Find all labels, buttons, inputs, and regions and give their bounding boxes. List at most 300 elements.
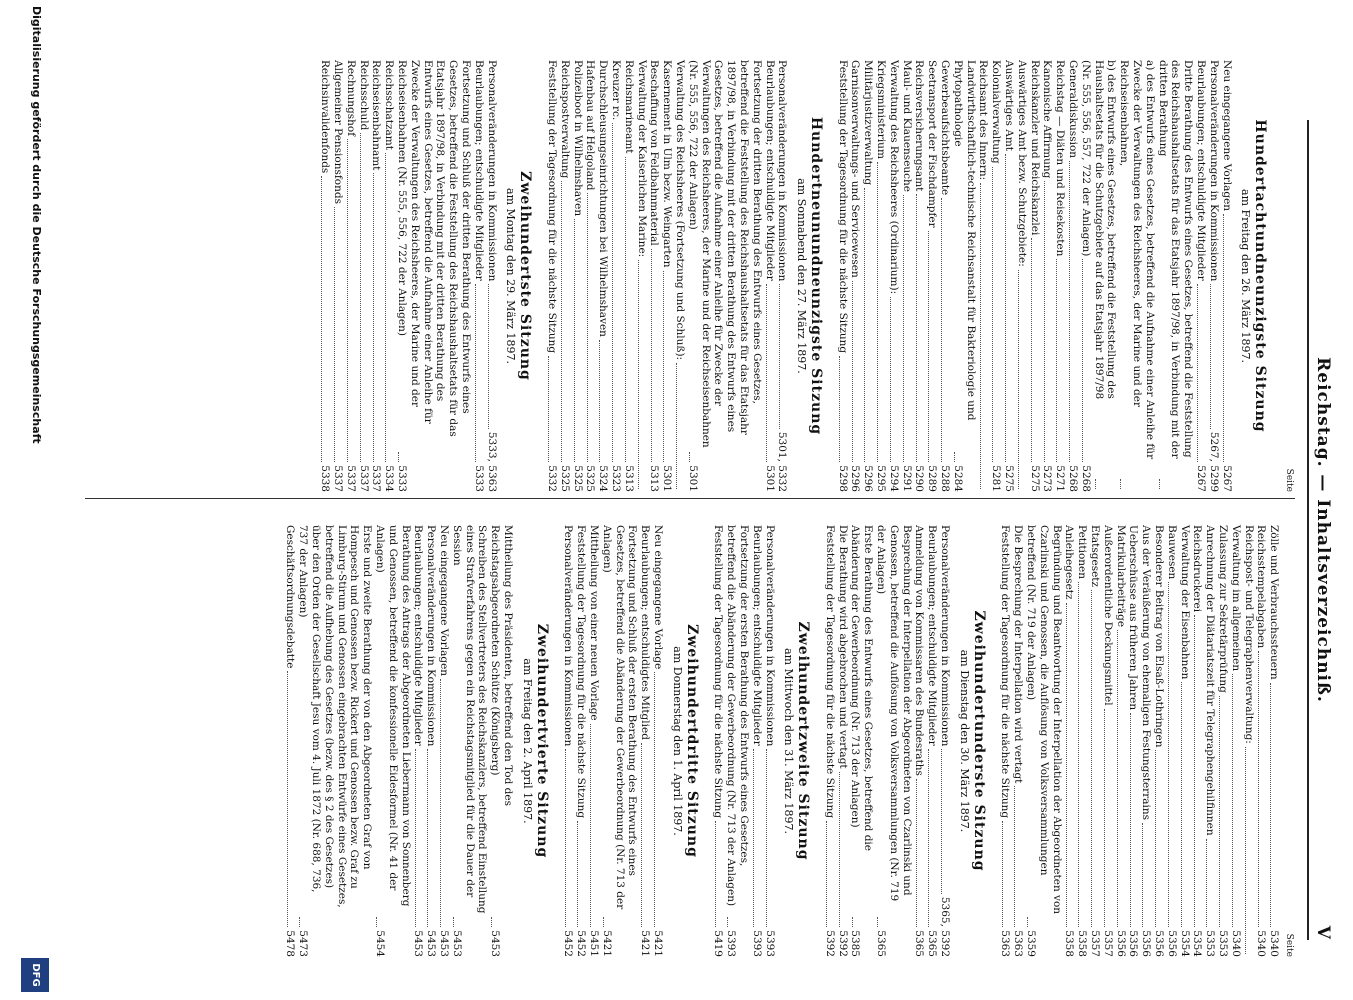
section-gap bbox=[813, 525, 823, 957]
toc-entry bbox=[1011, 525, 1024, 957]
leader-dots bbox=[980, 183, 981, 489]
header-page-numeral: V bbox=[1313, 925, 1333, 940]
toc-entry bbox=[836, 60, 849, 492]
entry-page: 5301 bbox=[661, 465, 674, 492]
funding-note: Digitalisierung gefördert durch die Deutsche Forschungsgemeinschaft bbox=[30, 6, 43, 444]
entry-page: 5340 bbox=[1255, 930, 1268, 957]
entry-page: 5421 bbox=[639, 930, 652, 957]
section-gap bbox=[826, 60, 836, 492]
leader-dots bbox=[577, 821, 578, 927]
toc-entry bbox=[750, 525, 763, 957]
leader-dots bbox=[727, 917, 728, 927]
entry-text: Feststellung der Tagesordnung für die nächste Sitzung bbox=[836, 60, 849, 354]
toc-entry bbox=[450, 525, 488, 957]
entry-page: 5365 bbox=[913, 930, 926, 957]
entry-text: Beurlaubungen; entschuldigte Mitglieder bbox=[926, 525, 939, 746]
toc-entry bbox=[596, 60, 609, 492]
toc-entry bbox=[574, 525, 587, 957]
entry-page: 5296 bbox=[849, 465, 862, 492]
leader-dots bbox=[1095, 479, 1096, 489]
digitization-footer bbox=[15, 0, 55, 1000]
leader-dots bbox=[590, 724, 591, 928]
leader-dots bbox=[1031, 238, 1032, 462]
leader-dots bbox=[852, 281, 853, 463]
entry-page: 5313 bbox=[648, 465, 661, 492]
entry-page: 5340 bbox=[1268, 930, 1281, 957]
entry-page: 5365 bbox=[926, 930, 939, 957]
toc-entry bbox=[977, 60, 990, 492]
entry-page: 5275 bbox=[1003, 465, 1016, 492]
toc-entry bbox=[1156, 60, 1194, 492]
entry-page: 5290 bbox=[913, 465, 926, 492]
entry-page: 5353 bbox=[1204, 930, 1217, 957]
leader-dots bbox=[1002, 821, 1003, 927]
entry-text: Feststellung der Tagesordnung für die nächste Sitzung bbox=[575, 525, 588, 819]
leader-dots bbox=[415, 749, 416, 927]
toc-entry bbox=[1203, 525, 1216, 957]
entry-text: Fortsetzung und Schluß der ersten Berathung des Entwurfs eines Gesetzes, betreffend die Abänderung der Gewerbeordnung (Nr. 713 der Anlagen) bbox=[600, 525, 639, 910]
entry-page: 5451 bbox=[587, 930, 600, 957]
entry-page: 5358 bbox=[1076, 930, 1089, 957]
toc-entry bbox=[1242, 525, 1255, 957]
leader-dots bbox=[663, 271, 664, 463]
leader-dots bbox=[1194, 615, 1195, 927]
toc-entry bbox=[1002, 60, 1015, 492]
toc-entry bbox=[1152, 525, 1165, 957]
leader-dots bbox=[877, 162, 878, 462]
leader-dots bbox=[1168, 582, 1169, 927]
leader-dots bbox=[1104, 709, 1105, 928]
entry-text: Fortsetzung der dritten Berathung des Entwurfs eines Gesetzes, betreffend die Feststellung des Reichshaushaltsetats für das Etatsjahr 1897/98, in Verbindung mit der dritten Berathung des Entwurfs eines Gesetzes, betreffend die Aufnahme einer Anleihe für Zwecke der Verwaltungen des Reichsheeres, der Marine und der Reichseisenbahnen (Nr. 555, 556, 722 der Anlagen) bbox=[686, 60, 763, 448]
toc-entry bbox=[1229, 525, 1242, 957]
entry-page: 5296 bbox=[862, 465, 875, 492]
toc-entry bbox=[370, 60, 383, 492]
entry-text: Feststellung der Tagesordnung für die nächste Sitzung bbox=[999, 525, 1012, 819]
entry-text: Reichsschuld bbox=[357, 60, 370, 131]
toc-entry bbox=[1216, 525, 1229, 957]
toc-entry bbox=[1267, 525, 1280, 957]
leader-dots bbox=[1027, 917, 1028, 927]
entry-text: Besprechung der Interpellation der Abgeordneten von Czarlinski und Genossen, betreffend die Auflösung von Volksversammlungen (Nr. 719 der Anlagen) bbox=[875, 525, 913, 902]
toc-entry bbox=[874, 525, 912, 957]
entry-text: Beurlaubungen; entschuldigte Mitglieder bbox=[1195, 60, 1208, 281]
entry-text: Berathung des Antrags der Abgeordneten Liebermann von Sonnenberg und Genossen, betreffend die konfessionelle Eidesformel (Nr. 41 der Anlagen) bbox=[374, 525, 412, 907]
entry-text: Etatsgesetz bbox=[1089, 525, 1102, 588]
entry-text: Personalveränderungen in Kommissionen bbox=[939, 525, 952, 747]
entry-text: Beurlaubungen; entschuldigte Mitglieder bbox=[750, 525, 763, 746]
entry-text: Rechnungshof bbox=[344, 60, 357, 137]
entry-text: Gewerbeaufsichtsbeamte bbox=[939, 60, 952, 196]
entry-page: 5392 bbox=[836, 930, 849, 957]
toc-entry bbox=[925, 60, 938, 492]
leader-dots bbox=[1232, 674, 1233, 927]
leader-dots bbox=[1066, 603, 1067, 928]
leader-dots bbox=[941, 198, 942, 462]
seite-label: Seite bbox=[1284, 933, 1294, 957]
entry-page: 5271 bbox=[1054, 465, 1067, 492]
entry-text: b) des Entwurfs eines Gesetzes, betreffend die Feststellung des Haushaltsetats für die Schutzgebiete auf das Etatsjahr 1897/98 bbox=[1092, 60, 1118, 400]
entry-page: 5291 bbox=[900, 465, 913, 492]
leader-dots bbox=[440, 679, 441, 927]
entry-page: 5452 bbox=[575, 930, 588, 957]
entry-text: Erste Berathung des Entwurfs eines Gesetzes, betreffend die Abänderung der Gewerbeordnung (Nr. 713 der Anlagen) bbox=[849, 525, 875, 851]
entry-page: 5325 bbox=[584, 465, 597, 492]
leader-dots bbox=[852, 917, 853, 927]
entry-page: 5301 bbox=[763, 465, 776, 492]
toc-entry bbox=[1079, 60, 1092, 492]
entry-text: Personalveränderungen in Kommissionen bbox=[425, 525, 438, 747]
entry-page: 5333 bbox=[396, 465, 408, 492]
toc-entry bbox=[1053, 60, 1066, 492]
entry-page: 5294 bbox=[887, 465, 900, 492]
leader-dots bbox=[779, 284, 780, 428]
session-date: am Sonnabend den 27. März 1897. bbox=[795, 178, 809, 374]
entry-page: 5354 bbox=[1178, 930, 1191, 957]
toc-entry bbox=[849, 60, 862, 492]
entry-text: Aus der Veräußerung von ehemaligen Festungsterrains bbox=[1140, 525, 1153, 820]
entry-page: 5281 bbox=[990, 465, 1003, 492]
entry-page: 5340 bbox=[1229, 930, 1242, 957]
entry-page: 5478 bbox=[284, 930, 297, 957]
entry-page: 5393 bbox=[750, 930, 763, 957]
entry-text: Geschäftsordnungsdebatte bbox=[284, 525, 297, 669]
section-gap bbox=[535, 60, 545, 492]
entry-text: Die Berathung wird abgebrochen und vertagt bbox=[836, 525, 849, 769]
entry-text: (Nr. 555, 556, 557, 722 der Anlagen) bbox=[1079, 60, 1092, 257]
leader-dots bbox=[1159, 479, 1160, 489]
toc-entry bbox=[622, 60, 635, 492]
entry-text: Kanonische Affirmung bbox=[1041, 60, 1054, 179]
entry-page: 5337 bbox=[332, 465, 345, 492]
toc-entry bbox=[849, 525, 875, 957]
entry-page: 5454 bbox=[374, 930, 386, 957]
entry-page: 5268 bbox=[1079, 465, 1092, 492]
entry-page: 5288 bbox=[939, 465, 952, 492]
entry-page: 5295 bbox=[875, 465, 888, 492]
section-gap bbox=[989, 525, 999, 957]
leader-dots bbox=[1219, 696, 1220, 927]
entry-text: Personalveränderungen in Kommissionen bbox=[776, 60, 789, 282]
toc-entry bbox=[488, 525, 514, 957]
leader-dots bbox=[1206, 839, 1207, 928]
seite-label: Seite bbox=[1284, 468, 1294, 492]
toc-entry bbox=[318, 60, 331, 492]
entry-text: Reichseisenbahnamt bbox=[370, 60, 383, 171]
entry-text: Reichsamt des Innern: bbox=[977, 60, 990, 181]
entry-page: 5267, 5299 bbox=[1207, 431, 1220, 492]
entry-page: 5289 bbox=[926, 465, 939, 492]
leader-dots bbox=[1014, 786, 1015, 927]
entry-page: 5337 bbox=[370, 465, 383, 492]
entry-text: Polizeiboot in Wilhelmshaven bbox=[571, 60, 584, 217]
entry-page: 5421 bbox=[600, 930, 613, 957]
entry-text: Verwaltung der Kaiserlichen Marine: bbox=[635, 60, 648, 258]
entry-text: Bauwesen bbox=[1165, 525, 1178, 580]
leader-dots bbox=[903, 195, 904, 462]
entry-page: 5334 bbox=[383, 465, 396, 492]
leader-dots bbox=[1210, 284, 1211, 428]
leader-dots bbox=[1245, 747, 1246, 954]
toc-entry bbox=[660, 60, 673, 492]
entry-page: 5473 bbox=[297, 930, 310, 957]
toc-entry bbox=[874, 60, 887, 492]
leader-dots bbox=[865, 188, 866, 462]
entry-page: 5392 bbox=[823, 930, 836, 957]
entry-text: Ueberschüsse aus früheren Jahren bbox=[1127, 525, 1140, 711]
leader-dots bbox=[427, 749, 428, 927]
toc-entry bbox=[382, 60, 395, 492]
entry-text: Dritte Berathung des Entwurfs eines Gesetzes, betreffend die Feststellung des Reichshaushaltsetats für das Etatsjahr 1897/98, in Verbindung mit der dritten Berathung bbox=[1156, 60, 1195, 459]
entry-page: 5333, 5363 bbox=[485, 431, 498, 492]
entry-page: 5337 bbox=[357, 465, 370, 492]
toc-entry bbox=[1041, 60, 1054, 492]
leader-dots bbox=[475, 284, 476, 462]
toc-entry bbox=[913, 525, 926, 957]
session-title: Hundertachtundneunzigste Sitzung bbox=[1252, 119, 1269, 433]
entry-text: Beurlaubungen; entschuldigte Mitglieder bbox=[412, 525, 425, 746]
entry-text: Kriegsministerium bbox=[875, 60, 888, 159]
entry-page: 5421 bbox=[651, 930, 664, 957]
toc-entry bbox=[1024, 525, 1062, 957]
entry-page: 5313 bbox=[622, 465, 635, 492]
leader-dots bbox=[753, 749, 754, 927]
leader-dots bbox=[839, 356, 840, 462]
leader-dots bbox=[347, 139, 348, 462]
entry-text: Beurlaubungen; entschuldigtes Mitglied bbox=[639, 525, 652, 740]
entry-page: 5325 bbox=[571, 465, 584, 492]
entry-text: Beurlaubungen; entschuldigte Mitglieder bbox=[472, 60, 485, 281]
entry-text: Hafenbau auf Helgoland bbox=[584, 60, 597, 191]
entry-text: Anmeldung von Kommissaren des Bundesraths bbox=[913, 525, 926, 776]
entry-text: Maul- und Klauenseuche bbox=[900, 60, 913, 193]
dfg-logo: DFG bbox=[21, 958, 49, 992]
leader-dots bbox=[638, 260, 639, 489]
entry-page: 5356 bbox=[1165, 930, 1178, 957]
entry-text: Petitionen bbox=[1076, 525, 1089, 580]
toc-entry bbox=[1088, 525, 1101, 957]
entry-page: 5301 bbox=[686, 465, 699, 492]
toc-entry bbox=[296, 525, 373, 957]
entry-text: Militärjustizverwaltung bbox=[862, 60, 875, 186]
leader-dots bbox=[398, 452, 399, 462]
section-gap bbox=[702, 525, 712, 957]
entry-page: 5333 bbox=[472, 465, 485, 492]
entry-page: 5356 bbox=[1153, 930, 1166, 957]
toc-entry bbox=[571, 60, 584, 492]
leader-dots bbox=[612, 123, 613, 462]
entry-page: 5363 bbox=[1012, 930, 1025, 957]
toc-entry bbox=[373, 525, 411, 957]
document-page bbox=[63, 0, 1353, 1000]
leader-dots bbox=[676, 363, 677, 489]
toc-entry bbox=[558, 60, 571, 492]
toc-entry bbox=[1015, 60, 1028, 492]
leader-dots bbox=[916, 779, 917, 927]
entry-text: Landwirthschaftlich-technische Reichsanstalt für Bakteriologie und Phytopathologie bbox=[951, 60, 977, 421]
entry-text: Allgemeiner Pensionsfonds bbox=[332, 60, 345, 204]
entry-text: Reichsinvalidenfonds bbox=[319, 60, 332, 174]
leader-dots bbox=[360, 133, 361, 462]
entry-page: 5298 bbox=[836, 465, 849, 492]
entry-text: Zölle und Verbrauchssteuern bbox=[1268, 525, 1281, 680]
toc-entry bbox=[1092, 60, 1118, 492]
leader-dots bbox=[954, 452, 955, 462]
entry-page: 5353 bbox=[1217, 930, 1230, 957]
entry-page: 5358 bbox=[1063, 930, 1076, 957]
leader-dots bbox=[587, 193, 588, 462]
entry-text: Außerordentliche Deckungsmittel bbox=[1101, 525, 1114, 706]
leader-dots bbox=[1005, 154, 1006, 462]
toc-entry bbox=[686, 60, 763, 492]
toc-entry bbox=[673, 60, 686, 492]
leader-dots bbox=[1223, 214, 1224, 462]
leader-dots bbox=[992, 167, 993, 463]
entry-text: Neu eingegangene Vorlage bbox=[651, 525, 664, 670]
entry-page: 5323 bbox=[609, 465, 622, 492]
session-date: am Freitag den 2. April 1897. bbox=[520, 658, 534, 824]
toc-entry bbox=[331, 60, 344, 492]
entry-page: 5325 bbox=[558, 465, 571, 492]
entry-text: Reichsschatzamt bbox=[383, 60, 396, 150]
toc-entry bbox=[1101, 525, 1114, 957]
toc-entry bbox=[1117, 60, 1155, 492]
leader-dots bbox=[1044, 181, 1045, 462]
entry-text: Feststellung der Tagesordnung für die nächste Sitzung bbox=[823, 525, 836, 819]
leader-dots bbox=[1120, 479, 1121, 489]
toc-entry bbox=[1066, 60, 1079, 492]
leader-dots bbox=[1181, 682, 1182, 927]
entry-page: 5275 bbox=[1028, 465, 1041, 492]
toc-entry bbox=[913, 60, 926, 492]
entry-text: Feststellung der Tagesordnung für die nächste Sitzung bbox=[712, 525, 725, 819]
leader-dots bbox=[334, 207, 335, 462]
leader-dots bbox=[928, 231, 929, 463]
entry-text: Reichspost- und Telegraphenverwaltung: bbox=[1242, 525, 1255, 744]
toc-entry bbox=[635, 60, 648, 492]
toc-entry bbox=[284, 525, 297, 957]
toc-entry bbox=[712, 525, 725, 957]
leader-dots bbox=[1270, 683, 1271, 928]
column-divider bbox=[85, 498, 1295, 499]
leader-dots bbox=[561, 181, 562, 462]
entry-page: 5332 bbox=[545, 465, 558, 492]
toc-entry bbox=[836, 525, 849, 957]
entry-text: Reichsstempelabgaben bbox=[1255, 525, 1268, 649]
header-title: Reichstag. — Inhaltsverzeichniß. bbox=[1313, 357, 1333, 703]
toc-entry bbox=[485, 60, 498, 492]
toc-entry bbox=[651, 525, 664, 957]
leader-dots bbox=[715, 821, 716, 927]
leader-dots bbox=[941, 749, 942, 893]
entry-page: 5453 bbox=[450, 930, 463, 957]
toc-entry bbox=[1075, 525, 1088, 957]
leader-dots bbox=[651, 249, 652, 462]
leader-dots bbox=[453, 917, 454, 927]
leader-dots bbox=[1018, 270, 1019, 489]
entry-text: Generaldiskussion bbox=[1067, 60, 1080, 159]
toc-entry bbox=[776, 60, 789, 492]
entry-text: Reichstag — Diäten und Reisekosten bbox=[1054, 60, 1067, 257]
entry-text: Personalveränderungen in Kommissionen bbox=[562, 525, 575, 747]
entry-text: Garnisonverwaltungs- und Servicewesen bbox=[849, 60, 862, 278]
leader-dots bbox=[1069, 161, 1070, 462]
entry-text: Durchschleusungseinrichtungen bei Wilhelmshaven bbox=[597, 60, 610, 337]
leader-dots bbox=[877, 917, 878, 927]
session-title: Zweihundertzweite Sitzung bbox=[795, 621, 812, 861]
toc-entry bbox=[951, 60, 977, 492]
toc-entry bbox=[1028, 60, 1041, 492]
entry-page: 5267 bbox=[1220, 465, 1233, 492]
entry-text: Auswärtiges Amt bezw. Schutzgebiete: bbox=[1015, 60, 1028, 267]
session-date: am Dienstag den 30. März 1897. bbox=[957, 649, 971, 833]
session-title: Zweihundertdritte Sitzung bbox=[683, 624, 700, 858]
entry-text: Kreuzer rc. bbox=[609, 60, 622, 121]
entry-page: 5363 bbox=[999, 930, 1012, 957]
entry-page: 5453 bbox=[489, 930, 502, 957]
toc-entry bbox=[999, 525, 1012, 957]
session-title: Hundertneunundneunzigste Sitzung bbox=[807, 116, 824, 436]
entry-page: 5365 bbox=[875, 930, 888, 957]
entry-text: Besonderer Beitrag von Elsaß-Lothringen bbox=[1153, 525, 1166, 748]
leader-dots bbox=[689, 452, 690, 462]
entry-text: Auswärtiges Amt bbox=[1003, 60, 1016, 151]
entry-page: 5393 bbox=[763, 930, 776, 957]
toc-entry bbox=[1255, 525, 1268, 957]
leader-dots bbox=[654, 672, 655, 927]
toc-entry bbox=[1127, 525, 1140, 957]
entry-page: 5356 bbox=[1127, 930, 1140, 957]
entry-text: Mittheilung des Präsidenten, betreffend den Tod des Reichstagsabgeordneten Schütze (Königsberg) bbox=[489, 525, 514, 806]
leader-dots bbox=[488, 284, 489, 428]
toc-entry bbox=[395, 60, 472, 492]
entry-page: 5356 bbox=[1114, 930, 1127, 957]
toc-entry bbox=[424, 525, 437, 957]
session-title: Zweihundertvierte Sitzung bbox=[533, 623, 550, 859]
toc-entry bbox=[989, 60, 1002, 492]
session-date: am Montag den 29. März 1897. bbox=[504, 188, 518, 364]
entry-text: Erste und zweite Berathung der von den Abgeordneten Graf von Hompesch und Genossen bezw. Rickert und Genossen bezw. Graf zu Limburg-Stirum und Genossen eingebrachten Entwürfe eines Gesetzes, betreffend die Aufhebung des Gesetzes (bezw. des § 2 des Gesetzes) über den Orden der Gesellschaft Jesu vom 4. Juli 1872 (Nr. 688, 736, 737 der Anlagen) bbox=[297, 525, 374, 908]
entry-page: 5365, 5392 bbox=[939, 896, 952, 957]
entry-page: 5356 bbox=[1140, 930, 1153, 957]
entry-text: Personalveränderungen in Kommissionen bbox=[485, 60, 498, 282]
leader-dots bbox=[321, 176, 322, 462]
entry-text: Anleihegesetz bbox=[1063, 525, 1076, 600]
toc-entry bbox=[938, 525, 951, 957]
toc-entry bbox=[584, 60, 597, 492]
leader-dots bbox=[641, 743, 642, 927]
toc-entry bbox=[724, 525, 750, 957]
toc-entry bbox=[648, 60, 661, 492]
toc-entry bbox=[600, 525, 638, 957]
leader-dots bbox=[491, 917, 492, 927]
entry-text: Zulassung zur Sekretärprüfung bbox=[1217, 525, 1230, 693]
toc-entry bbox=[1220, 60, 1233, 492]
entry-text: Schreiben des Stellvertreters des Reichskanzlers, betreffend Einstellung eines Strafverfahrens gegen ein Reichstagsmitglied für die Dauer der Session bbox=[450, 525, 489, 914]
entry-text: Anrechnung der Diätariatszeit für Telegraphengehilfinnen bbox=[1204, 525, 1217, 836]
entry-text: Kasernement in Ulm bezw. Weingarten bbox=[661, 60, 674, 268]
entry-page: 5393 bbox=[725, 930, 738, 957]
toc-entry bbox=[562, 525, 575, 957]
entry-page: 5267 bbox=[1195, 465, 1208, 492]
session-date: am Freitag den 26. März 1897. bbox=[1239, 189, 1253, 363]
toc-entry bbox=[609, 60, 622, 492]
toc-entry bbox=[900, 60, 913, 492]
entry-text: Feststellung der Tagesordnung für die nächste Sitzung bbox=[545, 60, 558, 354]
leader-dots bbox=[603, 917, 604, 927]
leader-dots bbox=[373, 173, 374, 462]
toc-entry bbox=[638, 525, 651, 957]
leader-dots bbox=[599, 340, 600, 462]
